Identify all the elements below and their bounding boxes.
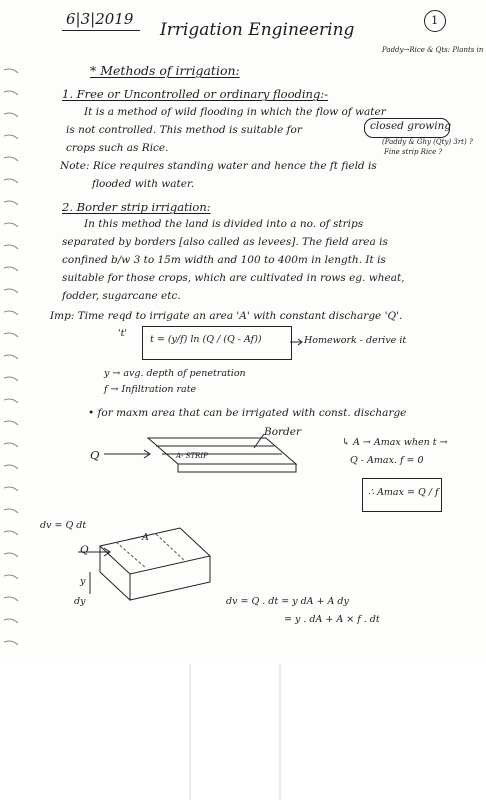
volume-block-sketch — [60, 516, 220, 606]
sketch-q-label: Q — [80, 544, 89, 556]
time-label: 't' — [118, 328, 128, 339]
sketch-a-label: A — [142, 532, 149, 543]
strip-label: A- STRIP — [176, 452, 208, 460]
result-formula: ∴ Amax = Q / f — [368, 487, 439, 498]
time-formula: t = (y/f) ln (Q / (Q - Af)) — [150, 334, 262, 345]
method1-heading: 1. Free or Uncontrolled or ordinary flooding:- — [62, 87, 329, 101]
date-underline — [62, 30, 140, 31]
page-number: 1 — [431, 13, 439, 27]
method2-line2: separated by borders [also called as levees]. The field area is — [62, 236, 388, 248]
volume-eq2: = y . dA + A × f . dt — [284, 614, 380, 625]
condition-2: Q - Amax. f = 0 — [350, 455, 424, 466]
max-area-line: • for maxm area that can be irrigated with const. discharge — [88, 407, 407, 419]
faint-marks — [170, 664, 320, 800]
dv-label: dv = Q dt — [40, 520, 87, 531]
time-req-line: Imp: Time reqd to irrigate an area 'A' with constant discharge 'Q'. — [50, 310, 403, 322]
method1-line3: crops such as Rice. — [66, 142, 169, 154]
def-y: y → avg. depth of penetration — [104, 368, 246, 379]
annotation-paddy: (Paddy & Ghy (Qty) 3rt) ? — [382, 138, 473, 146]
method2-line3: confined b/w 3 to 15m width and 100 to 400m in length. It is — [62, 254, 386, 266]
spiral-binding — [0, 0, 28, 664]
def-f: f → Infiltration rate — [104, 384, 197, 395]
method2-heading: 2. Border strip irrigation: — [62, 200, 211, 214]
border-label: Border — [264, 426, 302, 438]
side-note: Paddy→Rice & Qts: Plants in — [382, 46, 484, 54]
volume-eq1: dv = Q . dt = y dA + A dy — [226, 596, 349, 607]
method1-line2: is not controlled. This method is suitable for — [66, 124, 302, 136]
method1-line1: It is a method of wild flooding in which the flow of water — [84, 106, 386, 118]
method2-line5: fodder, sugarcane etc. — [62, 290, 181, 302]
annotation-strip: Fine strip Rice ? — [384, 148, 443, 156]
homework-note: Homework - derive it — [304, 335, 407, 346]
condition-1: ↳ A → Amax when t → — [342, 437, 448, 448]
closed-growing-text: closed growing — [370, 120, 452, 132]
method1-note1: Note: Rice requires standing water and hence the ft field is — [60, 160, 377, 172]
page-date: 6|3|2019 — [66, 10, 134, 28]
method1-note2: flooded with water. — [92, 178, 195, 190]
section-heading: * Methods of irrigation: — [90, 63, 240, 78]
q-label: Q — [90, 448, 100, 462]
page-title: Irrigation Engineering — [160, 20, 355, 40]
method2-line4: suitable for those crops, which are cultivated in rows eg. wheat, — [62, 272, 405, 284]
arrow-icon — [290, 338, 304, 346]
sketch-y-label: y — [80, 576, 86, 587]
method2-line1: In this method the land is divided into a no. of strips — [84, 218, 364, 230]
sketch-dy-label: dy — [74, 596, 86, 607]
